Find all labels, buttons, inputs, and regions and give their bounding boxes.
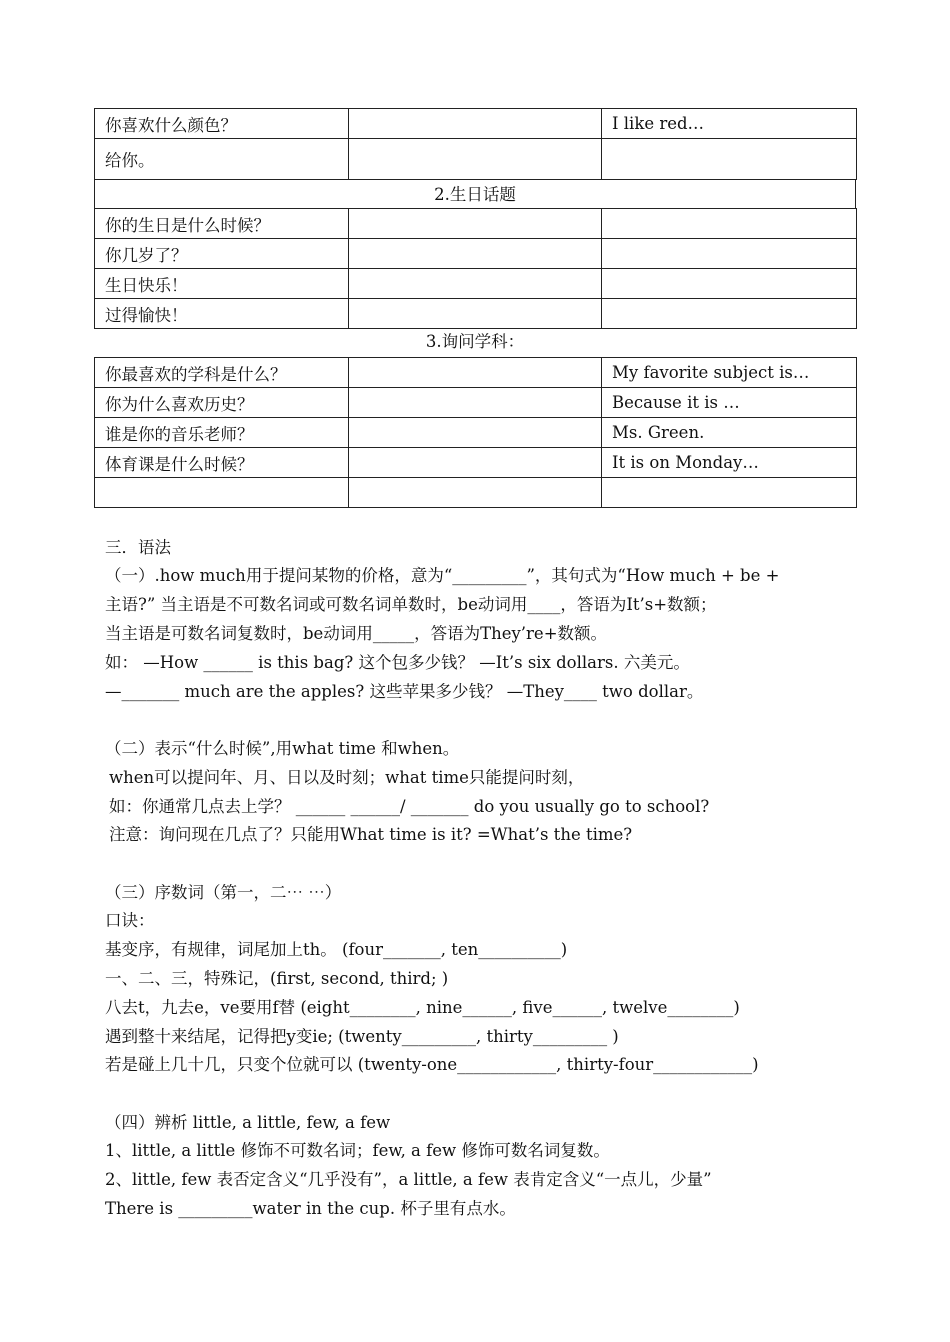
table-cell: 你几岁了？ bbox=[95, 239, 349, 269]
paragraph-line: （四）辨析 little, a little, few, a few bbox=[105, 1113, 391, 1132]
paragraph-line: 一、二、三，特殊记，(first, second, third; ) bbox=[105, 969, 449, 988]
table-cell: 你的生日是什么时候？ bbox=[95, 209, 349, 239]
table-cell: Ms. Green. bbox=[602, 418, 857, 448]
table-cell: 过得愉快！ bbox=[95, 299, 349, 329]
table-row bbox=[95, 239, 857, 269]
paragraph-line: 主语?” 当主语是不可数名词或可数名词单数时，be动词用____，答语为It’s+数额； bbox=[105, 595, 717, 614]
table-cell bbox=[602, 299, 857, 329]
table-row bbox=[95, 448, 857, 478]
table-cell: 你为什么喜欢历史？ bbox=[95, 388, 349, 418]
paragraph-line: 2、little, few 表否定含义“几乎没有”，a little, a few 表肯定含义“一点儿，少量” bbox=[105, 1170, 712, 1189]
table-cell bbox=[349, 269, 602, 299]
table-cell bbox=[349, 299, 602, 329]
paragraph-line: 基变序，有规律，词尾加上th。 (four_______, ten__________) bbox=[105, 940, 568, 959]
table-cell bbox=[602, 478, 857, 508]
table-subjects bbox=[94, 357, 857, 508]
table-cell bbox=[349, 388, 602, 418]
table-row bbox=[95, 388, 857, 418]
table-cell bbox=[349, 478, 602, 508]
table-color bbox=[94, 108, 857, 180]
paragraph-line: when可以提问年、月、日以及时刻；what time只能提问时刻， bbox=[109, 768, 585, 787]
table-cell bbox=[349, 239, 602, 269]
example-line: There is _________water in the cup. 杯子里有点水。 bbox=[105, 1199, 516, 1218]
example-line: 如：你通常几点去上学？ ______ ______/ _______ do you usually go to school? bbox=[109, 797, 710, 816]
paragraph-line: （二）表示“什么时候”,用what time 和when。 bbox=[105, 739, 460, 758]
table-cell bbox=[602, 269, 857, 299]
table-cell: Because it is … bbox=[602, 388, 857, 418]
example-line: 如： —How ______ is this bag? 这个包多少钱？ —It’s six dollars. 六美元。 bbox=[105, 653, 690, 672]
table-row bbox=[95, 139, 857, 180]
table-row bbox=[95, 269, 857, 299]
table-row bbox=[95, 418, 857, 448]
table-cell bbox=[349, 209, 602, 239]
table-cell: 生日快乐！ bbox=[95, 269, 349, 299]
table-cell bbox=[349, 109, 602, 139]
paragraph-line: （一）.how much用于提问某物的价格，意为“_________”，其句式为“How much + be + bbox=[105, 566, 780, 585]
paragraph-line: 若是碰上几十几，只变个位就可以 (twenty-one____________, thirty-four____________) bbox=[105, 1055, 759, 1074]
table-row bbox=[95, 299, 857, 329]
table-cell: 给你。 bbox=[95, 139, 349, 180]
table-cell bbox=[349, 139, 602, 180]
table-cell bbox=[602, 139, 857, 180]
table-cell: I like red… bbox=[602, 109, 857, 139]
paragraph-line: 遇到整十来结尾，记得把y变ie; (twenty_________, thirty_________ ) bbox=[105, 1027, 619, 1046]
section-title-subjects: 3.询问学科： bbox=[425, 332, 525, 351]
table-row bbox=[95, 209, 857, 239]
table-cell bbox=[95, 478, 349, 508]
section-title-birthday: 2.生日话题 bbox=[94, 179, 856, 209]
table-birthday bbox=[94, 208, 857, 329]
table-row bbox=[95, 358, 857, 388]
table-row bbox=[95, 478, 857, 508]
table-cell: My favorite subject is… bbox=[602, 358, 857, 388]
paragraph-line: 口诀： bbox=[105, 911, 155, 930]
paragraph-line: 1、little, a little 修饰不可数名词；few, a few 修饰可数名词复数。 bbox=[105, 1141, 610, 1160]
table-cell bbox=[602, 209, 857, 239]
example-line: —_______ much are the apples? 这些苹果多少钱？ —They____ two dollar。 bbox=[105, 682, 704, 701]
table-cell bbox=[349, 448, 602, 478]
paragraph-line: （三）序数词（第一，二⋯ ⋯） bbox=[105, 883, 342, 902]
table-cell: 你喜欢什么颜色？ bbox=[95, 109, 349, 139]
table-cell: 你最喜欢的学科是什么？ bbox=[95, 358, 349, 388]
table-cell bbox=[349, 358, 602, 388]
note-line: 注意：询问现在几点了？只能用What time is it? =What’s the time? bbox=[109, 825, 633, 844]
paragraph-line: 八去t，九去e，ve要用f替 (eight________, nine______, five______, twelve________) bbox=[105, 998, 740, 1017]
table-cell bbox=[602, 239, 857, 269]
table-row bbox=[95, 109, 857, 139]
table-cell: 体育课是什么时候？ bbox=[95, 448, 349, 478]
table-cell bbox=[349, 418, 602, 448]
paragraph-line: 当主语是可数名词复数时，be动词用_____，答语为They’re+数额。 bbox=[105, 624, 608, 643]
table-cell: It is on Monday… bbox=[602, 448, 857, 478]
table-cell: 谁是你的音乐老师？ bbox=[95, 418, 349, 448]
grammar-heading: 三．语法 bbox=[105, 538, 171, 557]
